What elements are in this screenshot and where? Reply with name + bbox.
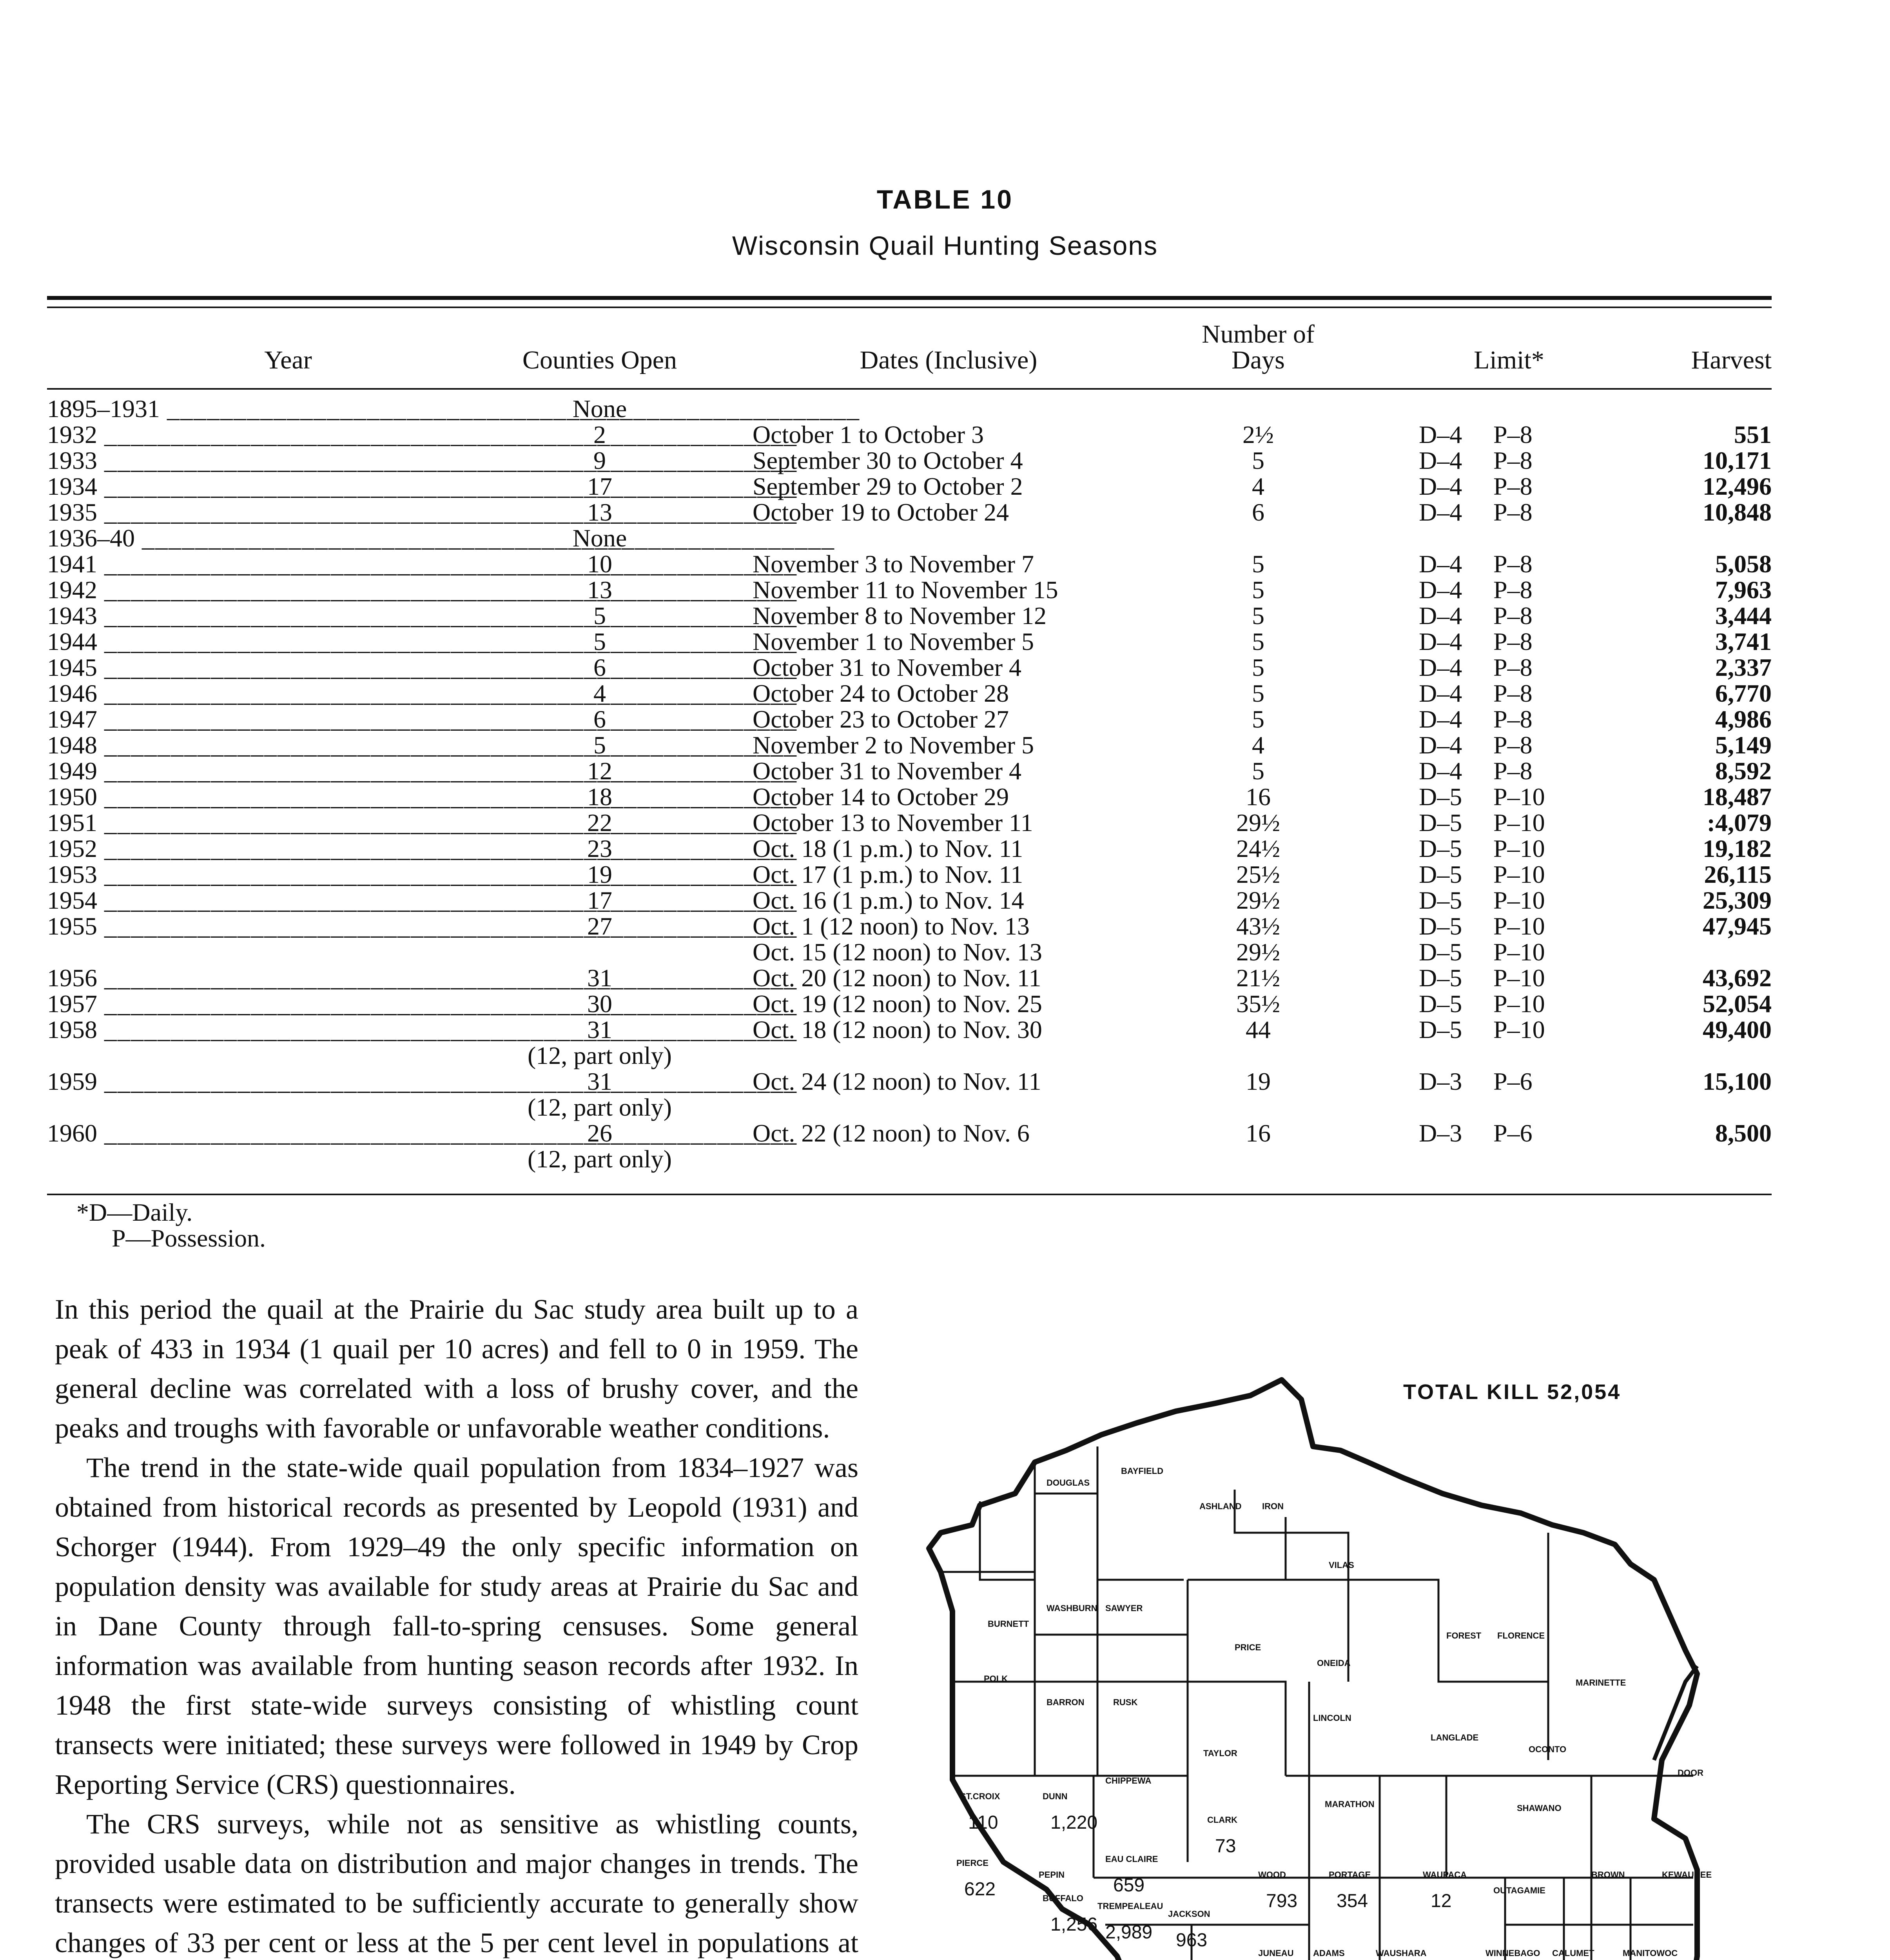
table-row <box>47 603 1772 629</box>
cell-dates: October 23 to October 27 <box>753 705 1009 733</box>
header-year: Year <box>264 346 312 374</box>
cell-possession-limit: P–8 <box>1493 679 1533 707</box>
cell-dates: October 19 to October 24 <box>753 498 1009 526</box>
table-row <box>47 1017 1772 1043</box>
paragraph-3: The CRS surveys, while not as sensitive as whistling counts, provided usable data on distribution and major changes in trends. The transects were estimated to be sufficiently accurate to generally show changes of 33 per cent or less at the 5 per cent level in populations at <box>55 1808 858 1958</box>
header-counties: Counties Open <box>522 346 677 374</box>
table-caption <box>0 184 1890 261</box>
table-row <box>47 1094 1772 1120</box>
cell-year: 1947 _____ <box>47 706 529 732</box>
cell-possession-limit: P–8 <box>1493 421 1533 448</box>
county-name-langlade: LANGLADE <box>1431 1733 1479 1742</box>
cell-harvest: 5,149 <box>1715 731 1772 759</box>
table-row <box>47 525 1772 551</box>
table-row <box>47 577 1772 603</box>
county-name-wood: WOOD <box>1258 1870 1286 1880</box>
county-name-sawyer: SAWYER <box>1105 1603 1143 1613</box>
county-name-calumet: CALUMET <box>1552 1948 1594 1958</box>
cell-possession-limit: P–8 <box>1493 653 1533 681</box>
county-kill-waupaca: 12 <box>1431 1891 1452 1911</box>
cell-counties: 17 <box>587 886 612 914</box>
county-kill-jackson: 963 <box>1176 1930 1208 1951</box>
table-top-rule-thin <box>47 307 1772 308</box>
cell-possession-limit: P–10 <box>1493 835 1545 862</box>
cell-year: 1945 _____ <box>47 655 529 681</box>
cell-counties: 5 <box>593 628 606 655</box>
cell-possession-limit: P–8 <box>1493 498 1533 526</box>
county-kill-trempealeau: 2,989 <box>1105 1922 1153 1943</box>
cell-harvest: 6,770 <box>1715 679 1772 707</box>
cell-days: 24½ <box>1236 835 1280 862</box>
cell-harvest: :4,079 <box>1707 809 1772 837</box>
table-row <box>47 629 1772 655</box>
cell-counties: 2 <box>593 421 606 448</box>
county-kill-st-croix: 110 <box>968 1812 998 1833</box>
table-number: TABLE 10 <box>876 185 1014 214</box>
cell-harvest: 2,337 <box>1715 653 1772 681</box>
county-name-winnebago: WINNEBAGO <box>1486 1948 1540 1958</box>
cell-year: 1951 _____ <box>47 810 529 836</box>
county-name-polk: POLK <box>984 1674 1008 1684</box>
cell-possession-limit: P–10 <box>1493 1016 1545 1044</box>
cell-possession-limit: P–10 <box>1493 783 1545 811</box>
cell-counties: None <box>572 395 627 423</box>
footnote-daily: *D—Daily. <box>76 1198 193 1226</box>
county-name-marinette: MARINETTE <box>1576 1678 1626 1688</box>
cell-harvest: 19,182 <box>1703 835 1772 862</box>
cell-year: 1956 _____ <box>47 965 529 991</box>
cell-daily-limit: D–5 <box>1419 860 1462 888</box>
cell-daily-limit: D–4 <box>1419 679 1462 707</box>
cell-dates: Oct. 1 (12 noon) to Nov. 13 <box>753 912 1030 940</box>
paragraph-2: The trend in the state-wide quail population from 1834–1927 was obtained from historical records as presented by Leopold (1931) and Schorger (1944). From 1929–49 the only specific information on population density was available for study areas at Prairie du Sac and in Dane County through fall-to-spring censuses. Some general information was available from hunting season records after 1932. In 1948 the first state-wide surveys consisting of whistling count transects were initiated; these surveys were followed in 1949 by Crop Reporting Service (CRS) questionnaires. <box>55 1452 858 1800</box>
cell-days: 5 <box>1252 550 1264 578</box>
cell-year: 1954 _____ <box>47 887 529 913</box>
cell-harvest: 551 <box>1734 421 1772 448</box>
county-kill-wood: 793 <box>1266 1891 1298 1911</box>
cell-possession-limit: P–10 <box>1493 860 1545 888</box>
cell-days: 5 <box>1252 602 1264 630</box>
cell-daily-limit: D–4 <box>1419 498 1462 526</box>
cell-counties: 31 <box>587 1067 612 1095</box>
cell-counties: 4 <box>593 679 606 707</box>
cell-days: 5 <box>1252 576 1264 604</box>
cell-days: 4 <box>1252 731 1264 759</box>
cell-year: 1946 _____ <box>47 681 529 706</box>
cell-counties: 19 <box>587 860 612 888</box>
table-row <box>47 758 1772 784</box>
county-name-adams: ADAMS <box>1313 1948 1345 1958</box>
cell-harvest: 49,400 <box>1703 1016 1772 1044</box>
cell-harvest: 47,945 <box>1703 912 1772 940</box>
county-name-pepin: PEPIN <box>1039 1870 1065 1880</box>
cell-possession-limit: P–8 <box>1493 757 1533 785</box>
cell-harvest: 3,741 <box>1715 628 1772 655</box>
cell-days: 29½ <box>1236 886 1280 914</box>
cell-year: 1955 _____ <box>47 913 529 939</box>
cell-year: 1958 _____ <box>47 1017 529 1043</box>
cell-counties: 13 <box>587 498 612 526</box>
cell-days: 25½ <box>1236 860 1280 888</box>
cell-year: 1950 _____ <box>47 784 529 810</box>
cell-harvest: 4,986 <box>1715 705 1772 733</box>
cell-days: 5 <box>1252 446 1264 474</box>
cell-counties: 13 <box>587 576 612 604</box>
cell-days: 5 <box>1252 757 1264 785</box>
cell-dates: October 13 to November 11 <box>753 809 1033 837</box>
county-name-manitowoc: MANITOWOC <box>1623 1948 1678 1958</box>
cell-days: 21½ <box>1236 964 1280 992</box>
county-name-douglas: DOUGLAS <box>1047 1478 1090 1488</box>
header-days-line2: Days <box>1232 346 1285 374</box>
cell-dates: Oct. 18 (12 noon) to Nov. 30 <box>753 1016 1042 1044</box>
table-top-rule-thick <box>47 296 1772 300</box>
county-name-price: PRICE <box>1235 1642 1261 1652</box>
cell-dates: Oct. 20 (12 noon) to Nov. 11 <box>753 964 1041 992</box>
cell-dates: Oct. 22 (12 noon) to Nov. 6 <box>753 1119 1030 1147</box>
cell-days: 43½ <box>1236 912 1280 940</box>
county-name-outagamie: OUTAGAMIE <box>1493 1886 1545 1895</box>
cell-daily-limit: D–4 <box>1419 653 1462 681</box>
cell-counties: 30 <box>587 990 612 1018</box>
cell-days: 2½ <box>1242 421 1274 448</box>
cell-dates: October 31 to November 4 <box>753 757 1022 785</box>
table-row <box>47 913 1772 939</box>
county-name-vilas: VILAS <box>1329 1560 1354 1570</box>
cell-days: 5 <box>1252 653 1264 681</box>
cell-dates: November 1 to November 5 <box>753 628 1034 655</box>
county-name-lincoln: LINCOLN <box>1313 1713 1351 1723</box>
cell-daily-limit: D–5 <box>1419 938 1462 966</box>
cell-dates: Oct. 18 (1 p.m.) to Nov. 11 <box>753 835 1023 862</box>
cell-year: 1959 _____ <box>47 1069 529 1094</box>
cell-dates: Oct. 17 (1 p.m.) to Nov. 11 <box>753 860 1023 888</box>
county-name-dunn: DUNN <box>1043 1791 1068 1801</box>
cell-daily-limit: D–4 <box>1419 421 1462 448</box>
cell-daily-limit: D–3 <box>1419 1067 1462 1095</box>
cell-harvest: 10,171 <box>1703 446 1772 474</box>
cell-daily-limit: D–4 <box>1419 550 1462 578</box>
cell-counties: 5 <box>593 602 606 630</box>
table-row <box>47 681 1772 706</box>
cell-daily-limit: D–4 <box>1419 576 1462 604</box>
cell-possession-limit: P–8 <box>1493 472 1533 500</box>
cell-possession-limit: P–8 <box>1493 550 1533 578</box>
cell-daily-limit: D–4 <box>1419 628 1462 655</box>
county-name-iron: IRON <box>1262 1501 1284 1511</box>
cell-harvest: 8,592 <box>1715 757 1772 785</box>
county-name-chippewa: CHIPPEWA <box>1105 1776 1152 1786</box>
county-name-portage: PORTAGE <box>1329 1870 1371 1880</box>
cell-counties: 18 <box>587 783 612 811</box>
county-name-forest: FOREST <box>1446 1631 1482 1641</box>
cell-possession-limit: P–10 <box>1493 809 1545 837</box>
cell-possession-limit: P–6 <box>1493 1067 1533 1095</box>
cell-counties: 9 <box>593 446 606 474</box>
cell-year: 1949 _____ <box>47 758 529 784</box>
cell-daily-limit: D–4 <box>1419 731 1462 759</box>
cell-possession-limit: P–8 <box>1493 576 1533 604</box>
cell-days: 44 <box>1246 1016 1271 1044</box>
county-kill-pierce: 622 <box>964 1879 996 1900</box>
table-row <box>47 422 1772 448</box>
cell-counties: 10 <box>587 550 612 578</box>
cell-harvest: 52,054 <box>1703 990 1772 1018</box>
county-name-brown: BROWN <box>1591 1870 1625 1880</box>
cell-days: 5 <box>1252 705 1264 733</box>
cell-dates: September 30 to October 4 <box>753 446 1023 474</box>
cell-dates: September 29 to October 2 <box>753 472 1023 500</box>
cell-counties: 27 <box>587 912 612 940</box>
table-title: Wisconsin Quail Hunting Seasons <box>732 231 1158 261</box>
header-days-line1: Number of <box>1202 320 1315 348</box>
county-name-barron: BARRON <box>1047 1697 1085 1707</box>
cell-harvest: 26,115 <box>1704 860 1772 888</box>
table-body <box>47 396 1772 1172</box>
cell-counties: 5 <box>593 731 606 759</box>
table-row <box>47 991 1772 1017</box>
cell-possession-limit: P–8 <box>1493 731 1533 759</box>
cell-dates: October 14 to October 29 <box>753 783 1009 811</box>
county-name-taylor: TAYLOR <box>1203 1748 1237 1758</box>
cell-harvest: 43,692 <box>1703 964 1772 992</box>
body-text <box>55 1290 858 1960</box>
table-row <box>47 732 1772 758</box>
cell-dates: Oct. 24 (12 noon) to Nov. 11 <box>753 1067 1041 1095</box>
county-name-pierce: PIERCE <box>956 1858 989 1868</box>
cell-harvest: 15,100 <box>1703 1067 1772 1095</box>
cell-daily-limit: D–3 <box>1419 1119 1462 1147</box>
cell-possession-limit: P–8 <box>1493 628 1533 655</box>
county-name-jackson: JACKSON <box>1168 1909 1210 1919</box>
county-kill-buffalo: 1,256 <box>1050 1914 1098 1935</box>
cell-year: 1944 _____ <box>47 629 529 655</box>
county-name-shawano: SHAWANO <box>1517 1803 1562 1813</box>
cell-year: 1952 _____ <box>47 836 529 862</box>
county-kill-clark: 73 <box>1215 1836 1236 1857</box>
county-name-washburn: WASHBURN <box>1047 1603 1097 1613</box>
cell-harvest: 12,496 <box>1703 472 1772 500</box>
table-row <box>47 887 1772 913</box>
cell-possession-limit: P–8 <box>1493 705 1533 733</box>
cell-year: 1948 _____ <box>47 732 529 758</box>
county-name-st-croix: ST.CROIX <box>960 1791 1000 1801</box>
table-bottom-rule <box>47 1194 1772 1195</box>
footnote-possession: P—Possession. <box>112 1224 266 1252</box>
cell-dates: November 11 to November 15 <box>753 576 1058 604</box>
county-name-trempealeau: TREMPEALEAU <box>1097 1901 1163 1911</box>
cell-year: 1957 _____ <box>47 991 529 1017</box>
county-name-waushara: WAUSHARA <box>1376 1948 1427 1958</box>
cell-daily-limit: D–5 <box>1419 783 1462 811</box>
cell-harvest: 8,500 <box>1715 1119 1772 1147</box>
cell-counties: 26 <box>587 1119 612 1147</box>
county-name-florence: FLORENCE <box>1497 1631 1545 1641</box>
cell-counties: 31 <box>587 1016 612 1044</box>
cell-days: 29½ <box>1236 938 1280 966</box>
table-row <box>47 1043 1772 1069</box>
cell-counties: 6 <box>593 653 606 681</box>
table-row <box>47 448 1772 474</box>
figure-map <box>917 1329 1712 1960</box>
cell-dates: October 1 to October 3 <box>753 421 984 448</box>
cell-days: 5 <box>1252 679 1264 707</box>
cell-counties: (12, part only) <box>528 1093 672 1121</box>
county-name-buffalo: BUFFALO <box>1043 1893 1083 1903</box>
cell-days: 5 <box>1252 628 1264 655</box>
total-kill-label: TOTAL KILL 52,054 <box>1403 1380 1622 1404</box>
table-row <box>47 551 1772 577</box>
cell-counties: 12 <box>587 757 612 785</box>
county-name-oconto: OCONTO <box>1529 1744 1567 1754</box>
cell-possession-limit: P–10 <box>1493 912 1545 940</box>
cell-daily-limit: D–5 <box>1419 964 1462 992</box>
table-row <box>47 1120 1772 1146</box>
cell-dates: Oct. 15 (12 noon) to Nov. 13 <box>753 938 1042 966</box>
cell-year: 1895–1931 _____ <box>47 396 529 422</box>
cell-daily-limit: D–4 <box>1419 602 1462 630</box>
header-dates: Dates (Inclusive) <box>860 346 1038 374</box>
cell-counties: 31 <box>587 964 612 992</box>
cell-possession-limit: P–10 <box>1493 938 1545 966</box>
cell-daily-limit: D–4 <box>1419 757 1462 785</box>
table-row <box>47 939 1772 965</box>
county-name-eau-claire: EAU CLAIRE <box>1105 1854 1158 1864</box>
wisconsin-county-map <box>917 1329 1712 1960</box>
county-name-door: DOOR <box>1678 1768 1703 1778</box>
cell-daily-limit: D–5 <box>1419 990 1462 1018</box>
cell-days: 16 <box>1246 1119 1271 1147</box>
paragraph-1: In this period the quail at the Prairie du Sac study area built up to a peak of 433 in 1934 (1 quail per 10 acres) and fell to 0 in 1959. The general decline was correlated with a loss of brushy cover, and the peaks and troughs with favorable or unfavorable weather conditions. <box>55 1294 858 1444</box>
cell-harvest: 25,309 <box>1703 886 1772 914</box>
cell-daily-limit: D–5 <box>1419 912 1462 940</box>
table-row <box>47 655 1772 681</box>
cell-year: 1942 _____ <box>47 577 529 603</box>
table-footnote <box>76 1200 266 1251</box>
table-row <box>47 965 1772 991</box>
table-row <box>47 862 1772 887</box>
county-name-juneau: JUNEAU <box>1258 1948 1294 1958</box>
table-row <box>47 396 1772 422</box>
header-limit: Limit* <box>1474 346 1544 374</box>
cell-daily-limit: D–5 <box>1419 809 1462 837</box>
cell-year: 1932 _____ <box>47 422 529 448</box>
cell-counties: (12, part only) <box>528 1145 672 1173</box>
table-row <box>47 1069 1772 1094</box>
cell-harvest: 7,963 <box>1715 576 1772 604</box>
county-name-kewaunee: KEWAUNEE <box>1662 1870 1712 1880</box>
cell-year: 1933 _____ <box>47 448 529 474</box>
cell-dates: November 2 to November 5 <box>753 731 1034 759</box>
cell-possession-limit: P–8 <box>1493 446 1533 474</box>
cell-dates: November 8 to November 12 <box>753 602 1047 630</box>
cell-daily-limit: D–5 <box>1419 1016 1462 1044</box>
county-kill-eau-claire: 659 <box>1113 1875 1145 1896</box>
cell-days: 6 <box>1252 498 1264 526</box>
table-row <box>47 706 1772 732</box>
cell-year: 1936–40 _____ <box>47 525 529 551</box>
county-name-waupaca: WAUPACA <box>1423 1870 1467 1880</box>
cell-daily-limit: D–4 <box>1419 705 1462 733</box>
cell-days: 16 <box>1246 783 1271 811</box>
table-row <box>47 499 1772 525</box>
table-header-rule <box>47 388 1772 390</box>
table-row <box>47 784 1772 810</box>
county-name-burnett: BURNETT <box>988 1619 1029 1629</box>
cell-dates: Oct. 19 (12 noon) to Nov. 25 <box>753 990 1042 1018</box>
cell-days: 35½ <box>1236 990 1280 1018</box>
cell-counties: 6 <box>593 705 606 733</box>
cell-daily-limit: D–4 <box>1419 446 1462 474</box>
cell-days: 4 <box>1252 472 1264 500</box>
cell-year: 1941 _____ <box>47 551 529 577</box>
cell-possession-limit: P–6 <box>1493 1119 1533 1147</box>
table-row <box>47 474 1772 499</box>
table-row <box>47 836 1772 862</box>
cell-counties: (12, part only) <box>528 1042 672 1069</box>
cell-possession-limit: P–10 <box>1493 886 1545 914</box>
cell-possession-limit: P–10 <box>1493 990 1545 1018</box>
cell-daily-limit: D–4 <box>1419 472 1462 500</box>
cell-harvest: 5,058 <box>1715 550 1772 578</box>
county-name-bayfield: BAYFIELD <box>1121 1466 1163 1476</box>
cell-possession-limit: P–10 <box>1493 964 1545 992</box>
cell-dates: October 24 to October 28 <box>753 679 1009 707</box>
cell-year: 1960 _____ <box>47 1120 529 1146</box>
cell-dates: Oct. 16 (1 p.m.) to Nov. 14 <box>753 886 1024 914</box>
cell-daily-limit: D–5 <box>1419 886 1462 914</box>
county-name-marathon: MARATHON <box>1325 1799 1375 1809</box>
county-kill-portage: 354 <box>1337 1891 1368 1911</box>
cell-harvest: 18,487 <box>1703 783 1772 811</box>
county-name-ashland: ASHLAND <box>1199 1501 1242 1511</box>
cell-dates: November 3 to November 7 <box>753 550 1034 578</box>
cell-days: 19 <box>1246 1067 1271 1095</box>
cell-harvest: 3,444 <box>1715 602 1772 630</box>
cell-counties: None <box>572 524 627 552</box>
cell-year: 1935 _____ <box>47 499 529 525</box>
header-harvest: Harvest <box>1691 346 1772 374</box>
county-name-oneida: ONEIDA <box>1317 1658 1351 1668</box>
cell-counties: 22 <box>587 809 612 837</box>
county-name-clark: CLARK <box>1207 1815 1237 1825</box>
cell-possession-limit: P–8 <box>1493 602 1533 630</box>
county-kill-dunn: 1,220 <box>1050 1812 1098 1833</box>
cell-counties: 23 <box>587 835 612 862</box>
county-name-rusk: RUSK <box>1113 1697 1138 1707</box>
cell-counties: 17 <box>587 472 612 500</box>
cell-harvest: 10,848 <box>1703 498 1772 526</box>
cell-daily-limit: D–5 <box>1419 835 1462 862</box>
table-row <box>47 1146 1772 1172</box>
table-header <box>47 321 1772 384</box>
cell-days: 29½ <box>1236 809 1280 837</box>
cell-year: 1953 _____ <box>47 862 529 887</box>
cell-year: 1934 _____ <box>47 474 529 499</box>
table-row <box>47 810 1772 836</box>
cell-year: 1943 _____ <box>47 603 529 629</box>
cell-dates: October 31 to November 4 <box>753 653 1022 681</box>
